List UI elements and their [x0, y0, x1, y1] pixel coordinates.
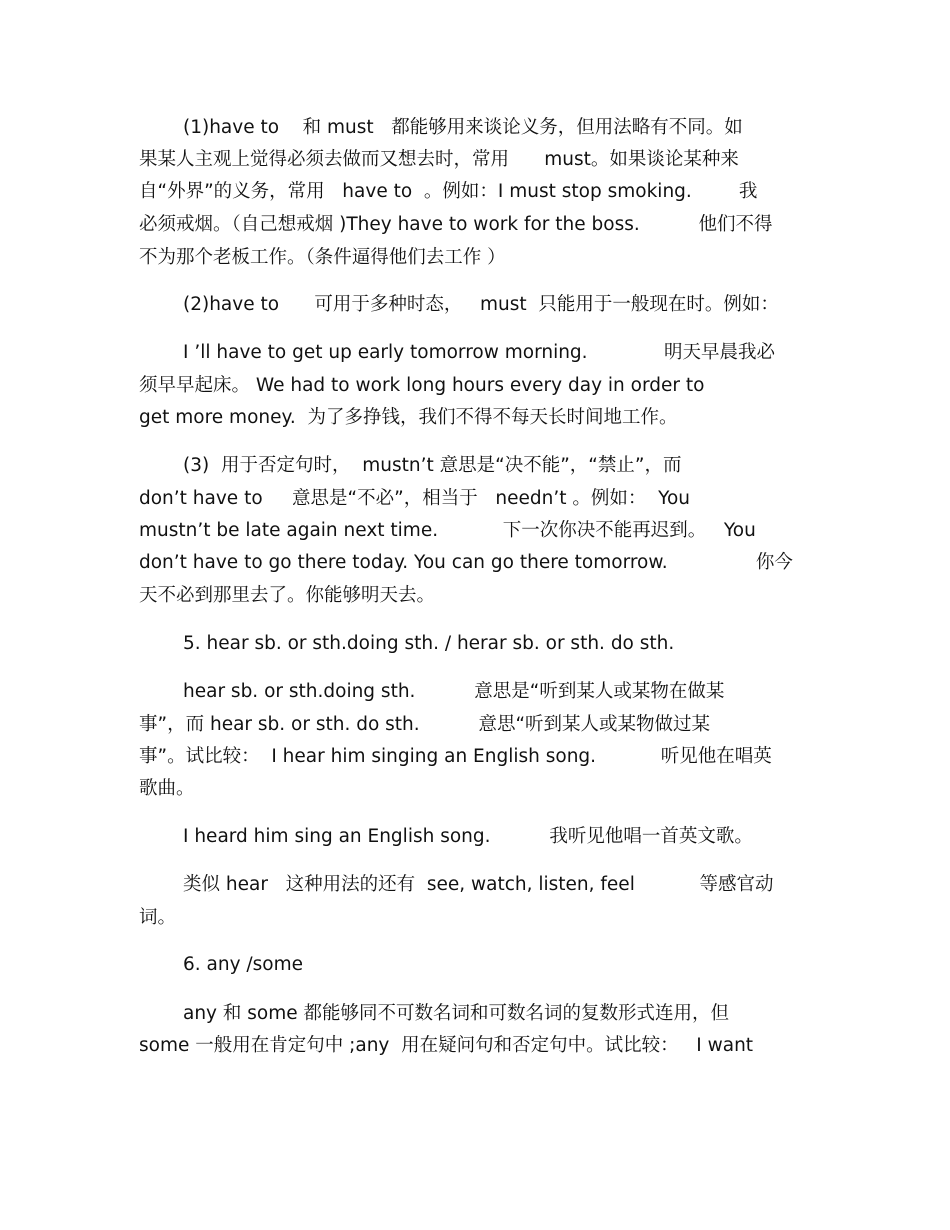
section-heading: 5. hear sb. or sth.doing sth. / herar sb. or sth. do sth.	[183, 633, 675, 654]
text-line: 自“外界”的义务，常用 have to 。例如：I must stop smoking. 我	[139, 181, 758, 202]
text-line: 类似 hear 这种用法的还有 see, watch, listen, feel 等感官动	[183, 874, 774, 895]
text-line: get more money. 为了多挣钱，我们不得不每天长时间地工作。	[139, 407, 678, 428]
text-line: I heard him sing an English song. 我听见他唱一首英文歌。	[183, 826, 753, 847]
text-line: 词。	[139, 907, 177, 928]
text-line: some 一般用在肯定句中 ;any 用在疑问句和否定句中。试比较： I want	[139, 1035, 754, 1056]
text-line: 事”。试比较： I hear him singing an English song. 听见他在唱英	[139, 746, 772, 767]
text-line: 不为那个老板工作。（条件逼得他们去工作 ）	[139, 247, 506, 268]
text-line: (3) 用于否定句时， mustn’t 意思是“决不能”，“禁止”，而	[183, 455, 682, 476]
text-line: hear sb. or sth.doing sth. 意思是“听到某人或某物在做某	[183, 681, 725, 702]
text-line: 须早早起床。 We had to work long hours every day in order to	[139, 375, 705, 396]
text-line: 必须戒烟。（自己想戒烟 )They have to work for the boss. 他们不得	[139, 214, 773, 235]
text-line: 天不必到那里去了。你能够明天去。	[139, 585, 436, 606]
text-line: don’t have to 意思是“不必”，相当于 needn’t 。例如： You	[139, 488, 690, 509]
text-line: mustn’t be late again next time. 下一次你决不能再迟到。 You	[139, 520, 756, 541]
text-line: any 和 some 都能够同不可数名词和可数名词的复数形式连用，但	[183, 1003, 730, 1024]
section-heading: 6. any /some	[183, 954, 304, 975]
text-line: don’t have to go there today. You can go there tomorrow. 你今	[139, 552, 793, 573]
text-line: 歌曲。	[139, 778, 195, 799]
text-line: 事”，而 hear sb. or sth. do sth. 意思“听到某人或某物做过某	[139, 714, 711, 735]
text-line: (1)have to 和 must 都能够用来谈论义务，但用法略有不同。如	[183, 117, 743, 138]
text-line: (2)have to 可用于多种时态， must 只能用于一般现在时。例如：	[183, 294, 779, 315]
text-line: I ’ll have to get up early tomorrow morning. 明天早晨我必	[183, 342, 776, 363]
text-line: 果某人主观上觉得必须去做而又想去时，常用 must。如果谈论某种来	[139, 149, 739, 170]
